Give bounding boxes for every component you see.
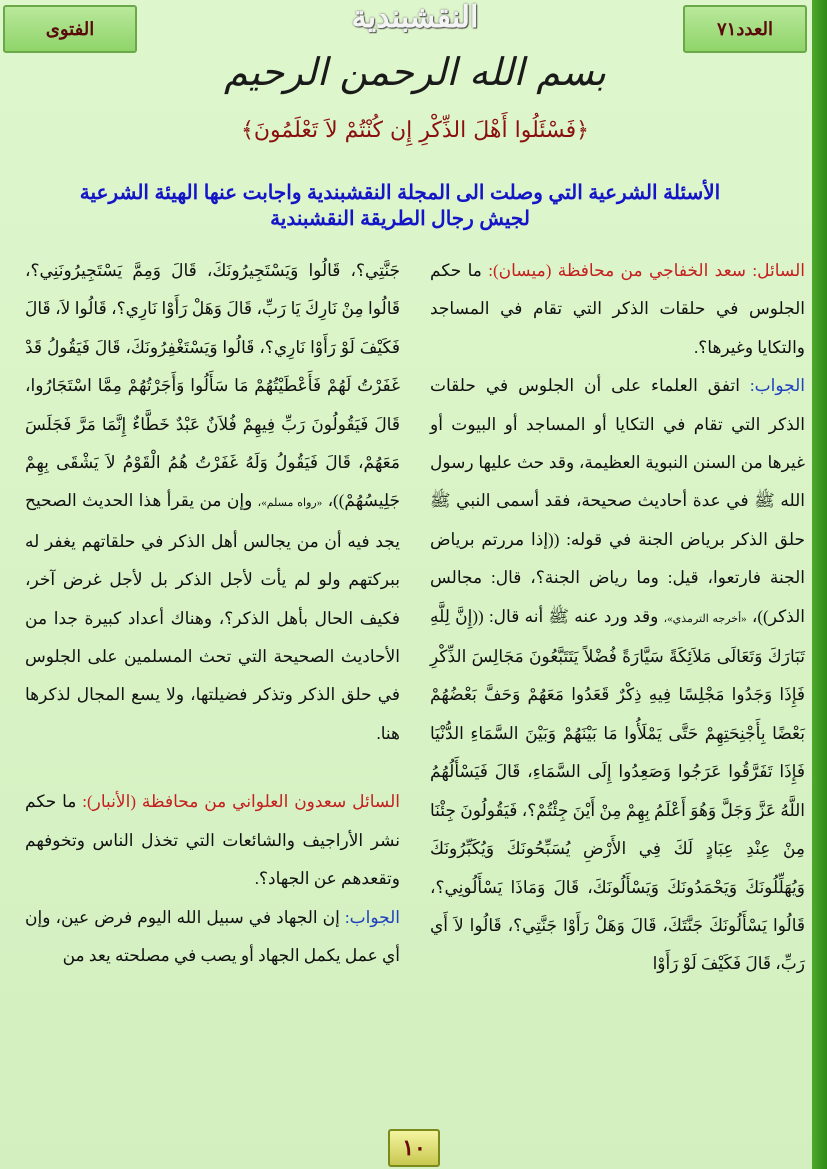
answer-2-label: الجواب: — [344, 907, 400, 927]
question-1-text: ما حكم الجلوس في حلقات الذكر التي تقام في المساجد والتكايا وغيرها؟. — [430, 261, 805, 357]
answer-1 — [430, 367, 805, 984]
question-1-asker: السائل: سعد الخفاجي من محافظة (ميسان): — [488, 261, 805, 280]
question-1 — [430, 252, 805, 367]
page-edge-bar — [812, 0, 827, 1169]
heading-line-2: لجيش رجال الطريقة النقشبندية — [270, 208, 530, 230]
magazine-title: النقشبندية — [351, 0, 479, 35]
left-column — [25, 252, 400, 975]
basmala: بسم الله الرحمن الرحيم — [224, 50, 606, 94]
right-column — [430, 252, 805, 984]
hadith-source-note-2: «رواه مسلم»، — [257, 497, 323, 510]
section-badge: الفتوى — [3, 5, 137, 53]
article-heading — [20, 180, 780, 232]
quran-verse: ﴿فَسْئَلُوا أَهْلَ الذِّكْرِ إِن كُنْتُمْ لاَ تَعْلَمُونَ﴾ — [240, 118, 590, 143]
answer-1-text: اتفق العلماء على أن الجلوس في حلقات الذكر التي تقام في التكايا أو المساجد أو البيوت أو غيرها من السنن النبوية العظيمة، وقد حث عليها رسول الله ﷺ في عدة أحاديث صحيحة، فقد أسمى النبي ﷺ حلق الذكر برياض الجنة في قوله: ((إذا مررتم برياض الجنة فارتعوا، قيل: وما رياض الجنة؟، قال: مجالس الذكر))، — [430, 376, 806, 626]
answer-1-continued — [25, 252, 400, 753]
answer-1-label: الجواب: — [749, 376, 805, 396]
answer-1-hadith-cont: جَنَّتِي؟، قَالُوا وَيَسْتَجِيرُونَكَ، قَالَ وَمِمَّ يَسْتَجِيرُونَنِي؟، قَالُوا مِنْ نَارِكَ يَا رَبِّ، قَالَ وَهَلْ رَأَوْا نَارِي؟، قَالُوا لاَ، قَالَ فَكَيْفَ لَوْ رَأَوْا نَارِي؟، قَالُوا وَيَسْتَغْفِرُونَكَ، قَالَ فَيَقُولُ قَدْ غَفَرْتُ لَهُمْ فَأَعْطَيْتُهُمْ مَا سَأَلُوا وَأَجَرْتُهُمْ مِمَّا اسْتَجَارُوا، قَالَ فَيَقُولُونَ رَبِّ فِيهِمْ فُلاَنٌ عَبْدٌ خَطَّاءٌ إِنَّمَا مَرَّ فَجَلَسَ مَعَهُمْ، قَالَ فَيَقُولُ وَلَهُ غَفَرْتُ هُمُ الْقَوْمُ لاَ يَشْقَى بِهِمْ جَلِيسُهُمْ))، — [25, 261, 400, 511]
question-2-text: ما حكم نشر الأراجيف والشائعات التي تخذل الناس وتخوفهم وتقعدهم عن الجهاد؟. — [25, 792, 400, 889]
answer-2 — [25, 899, 400, 976]
hadith-source-note: «أخرجه الترمذي»، — [663, 612, 747, 625]
issue-number-badge: العدد٧١ — [683, 5, 807, 53]
heading-line-1: الأسئلة الشرعية التي وصلت الى المجلة النقشبندية واجابت عنها الهيئة الشرعية — [79, 182, 721, 204]
page-number: ١٠ — [388, 1129, 440, 1167]
answer-1-conclusion: وإن من يقرأ هذا الحديث الصحيح يجد فيه أن من يجالس أهل الذكر في حلقاتهم يغفر له ببركتهم ولو لم يأت لأجل الذكر بل لأجل غرض آخر، فكيف الحال بأهل الذكر؟، وهناك أعداد كبيرة جدا من الأحاديث الصحيحة التي تحث المسلمين على الجلوس في حلق الذكر وتذكر فضيلتها، ولا يسع المجال لذكرها هنا. — [25, 491, 400, 743]
question-2 — [25, 783, 400, 898]
paragraph-gap — [25, 753, 400, 783]
answer-2-text: إن الجهاد في سبيل الله اليوم فرض عين، وإن أي عمل يكمل الجهاد أو يصب في مصلحته يعد من — [25, 907, 400, 965]
answer-1-hadith: وقد ورد عنه ﷺ أنه قال: ((إِنَّ لِلَّهِ تَبَارَكَ وَتَعَالَى مَلاَئِكَةً سَيَّارَةً فُضْلاً يَتَتَبَّعُونَ مَجَالِسَ الذِّكْرِ فَإِذَا وَجَدُوا مَجْلِسًا فِيهِ ذِكْرٌ قَعَدُوا مَعَهُمْ وَحَفَّ بَعْضُهُمْ بَعْضًا بِأَجْنِحَتِهِمْ حَتَّى يَمْلَأُوا مَا بَيْنَهُمْ وَبَيْنَ السَّمَاءِ الدُّنْيَا فَإِذَا تَفَرَّقُوا عَرَجُوا وَصَعِدُوا إِلَى السَّمَاءِ، قَالَ فَيَسْأَلُهُمُ اللَّهُ عَزَّ وَجَلَّ وَهُوَ أَعْلَمُ بِهِمْ مِنْ أَيْنَ جِئْتُمْ؟، فَيَقُولُونَ جِئْنَا مِنْ عِنْدِ عِبَادٍ لَكَ فِي الأَرْضِ يُسَبِّحُونَكَ وَيُكَبِّرُونَكَ وَيُهَلِّلُونَكَ وَيَحْمَدُونَكَ وَيَسْأَلُونَكَ، قَالَ وَمَاذَا يَسْأَلُونِي؟، قَالُوا يَسْأَلُونَكَ جَنَّتَكَ، قَالَ وَهَلْ رَأَوْا جَنَّتِي؟، قَالُوا لاَ أَي رَبِّ، قَالَ فَكَيْفَ لَوْ رَأَوْا — [430, 606, 805, 974]
question-2-asker: السائل سعدون العلواني من محافظة (الأنبار): — [82, 792, 400, 812]
